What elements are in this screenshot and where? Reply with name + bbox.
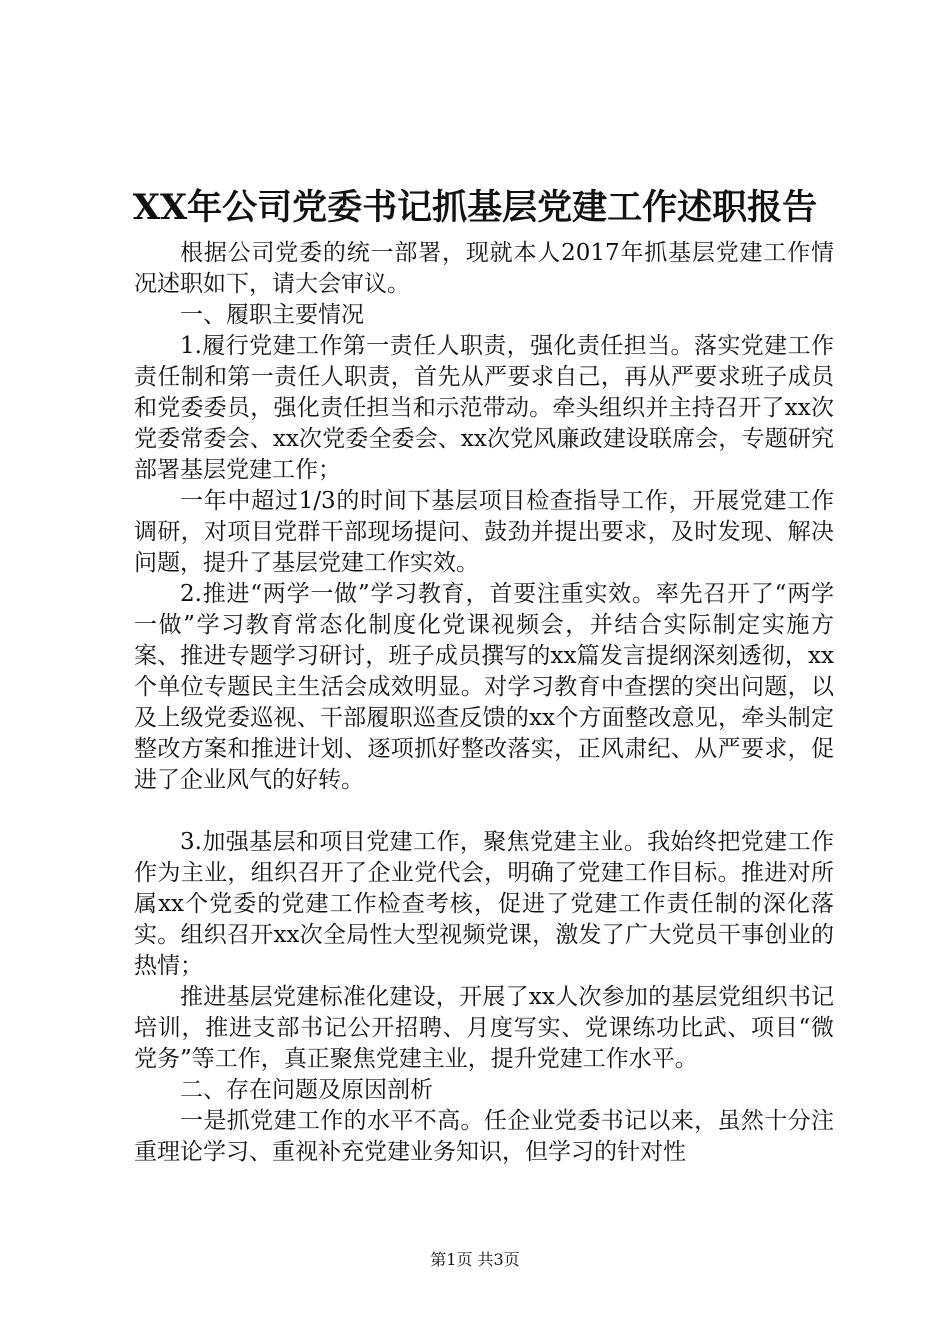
paragraph-intro: 根据公司党委的统一部署，现就本人2017年抓基层党建工作情况述职如下，请大会审议。 [134, 240, 834, 297]
document-title: XX年公司党委书记抓基层党建工作述职报告 [132, 187, 818, 228]
paragraph-item-3-cont: 推进基层党建标准化建设，开展了xx人次参加的基层党组织书记培训，推进支部书记公开招聘、月度写实、党课练功比武、项目“微党务”等工作，真正聚焦党建主业，提升党建工作水平。 [134, 984, 834, 1072]
section-heading-2: 二、存在问题及原因剖析 [180, 1077, 433, 1103]
paragraph-item-3: 3.加强基层和项目党建工作，聚焦党建主业。我始终把党建工作作为主业，组织召开了企业党代会，明确了党建工作目标。推进对所属xx个党委的党建工作检查考核，促进了党建工作责任制的深化落实。组织召开xx次全局性大型视频党课，激发了广大党员干事创业的热情； [134, 829, 834, 979]
page-footer: 第1页 共3页 [430, 1250, 520, 1269]
paragraph-item-1-cont: 一年中超过1/3的时间下基层项目检查指导工作，开展党建工作调研，对项目党群干部现场提问、鼓劲并提出要求，及时发现、解决问题，提升了基层党建工作实效。 [134, 488, 834, 576]
paragraph-item-1: 1.履行党建工作第一责任人职责，强化责任担当。落实党建工作责任制和第一责任人职责，首先从严要求自己，再从严要求班子成员和党委委员，强化责任担当和示范带动。牵头组织并主持召开了xx次党委常委会、xx次党委全委会、xx次党风廉政建设联席会，专题研究部署基层党建工作； [134, 333, 834, 483]
paragraph-problem-1: 一是抓党建工作的水平不高。任企业党委书记以来，虽然十分注重理论学习、重视补充党建业务知识，但学习的针对性 [134, 1108, 834, 1165]
paragraph-item-2: 2.推进“两学一做”学习教育，首要注重实效。率先召开了“两学一做”学习教育常态化制度化党课视频会，并结合实际制定实施方案、推进专题学习研讨，班子成员撰写的xx篇发言提纲深刻透彻，xx个单位专题民主生活会成效明显。对学习教育中查摆的突出问题，以及上级党委巡视、干部履职巡查反馈的xx个方面整改意见，牵头制定整改方案和推进计划、逐项抓好整改落实，正风肃纪、从严要求，促进了企业风气的好转。 [134, 581, 834, 793]
section-heading-1: 一、履职主要情况 [180, 302, 364, 328]
document-body [134, 238, 834, 1168]
